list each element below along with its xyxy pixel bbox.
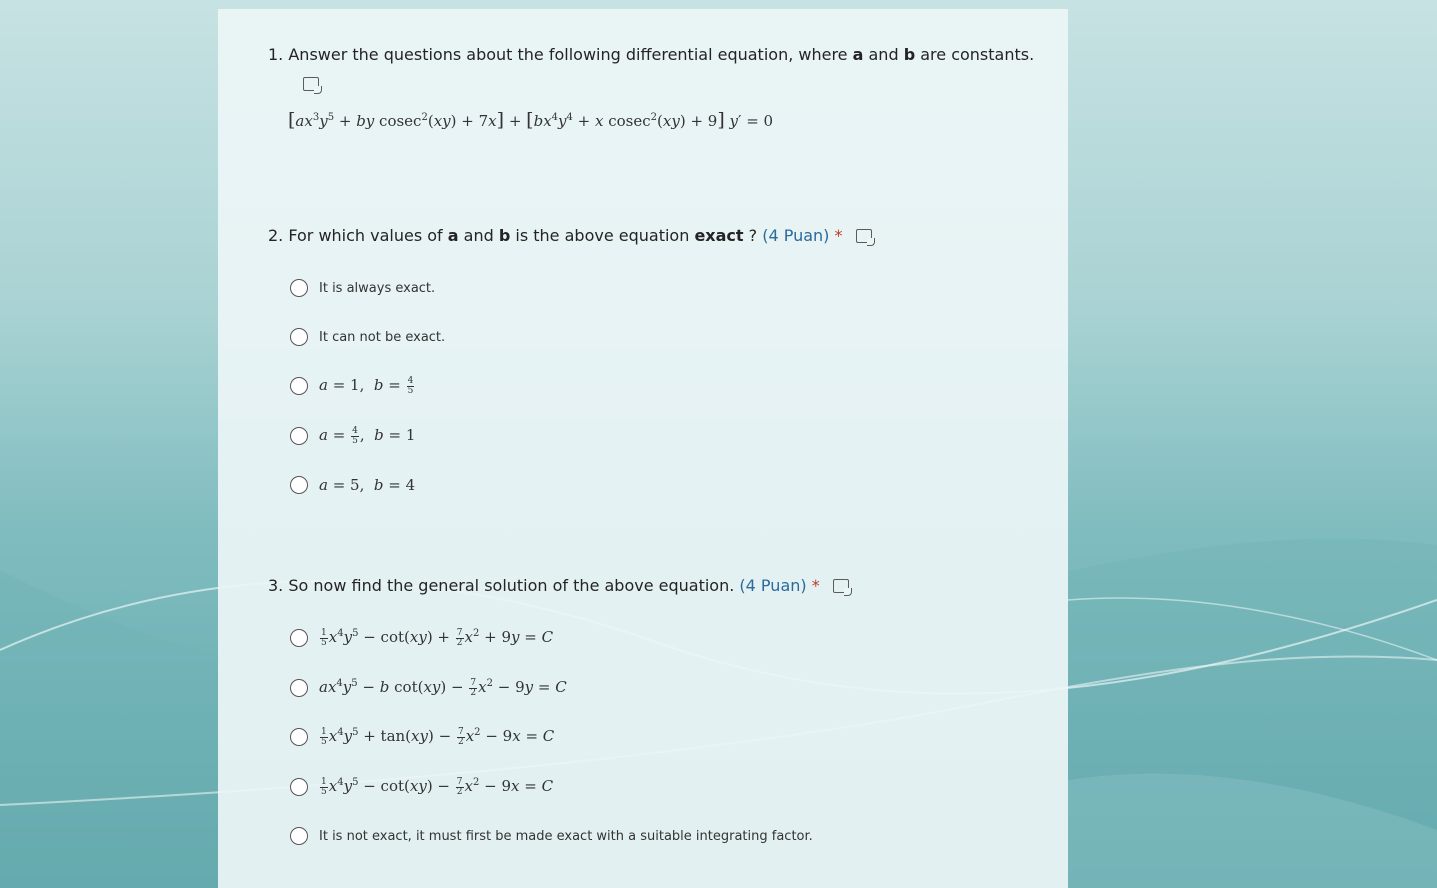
q2-option-2[interactable] (290, 326, 445, 348)
option-math: $\frac{1}{5}$ $x^4y^5 + \tan(xy)$ − $\frac{7}{2}$ $x^2 - 9x = C$ (321, 726, 555, 747)
immersive-reader-icon[interactable] (856, 229, 872, 243)
radio-button[interactable] (290, 778, 308, 796)
radio-button[interactable] (290, 279, 308, 297)
q3-option-2[interactable] (290, 677, 567, 699)
question-1-header (268, 44, 1034, 66)
immersive-reader-icon[interactable] (833, 579, 849, 593)
option-label: It is not exact, it must first be made exact with a suitable integrating factor. (319, 828, 813, 844)
q3-option-5[interactable] (290, 825, 813, 847)
question-1-number: 1. (268, 45, 284, 64)
required-asterisk: * (811, 576, 820, 595)
q2-option-5[interactable] (290, 474, 415, 496)
question-2-number: 2. (268, 226, 284, 245)
question-3-points: (4 Puan) (739, 576, 807, 595)
option-math: a = 5, b = 4 (319, 476, 416, 494)
radio-button[interactable] (290, 679, 308, 697)
question-2-points: (4 Puan) (762, 226, 830, 245)
option-math: a = 1, b = $\frac{4}{5}$ (319, 375, 414, 396)
immersive-reader-icon[interactable] (303, 77, 319, 91)
question-2-header (268, 225, 872, 247)
option-math: $\frac{1}{5}$ $x^4y^5 - \cot(xy)$ − $\frac{7}{2}$ $x^2 - 9x = C$ (321, 776, 554, 797)
question-3-header (268, 575, 849, 597)
q2-option-1[interactable] (290, 277, 435, 299)
radio-button[interactable] (290, 629, 308, 647)
question-2-text: For which values of a and b is the above equation exact ? (288, 226, 758, 245)
radio-button[interactable] (290, 427, 308, 445)
form-card (218, 9, 1068, 888)
radio-button[interactable] (290, 827, 308, 845)
option-label: It can not be exact. (319, 329, 446, 345)
question-3-text: So now find the general solution of the above equation. (288, 576, 735, 595)
q3-option-4[interactable] (290, 776, 553, 798)
q2-option-3[interactable] (290, 375, 415, 397)
question-3-number: 3. (268, 576, 284, 595)
radio-button[interactable] (290, 377, 308, 395)
option-math: a = $\frac{4}{5}$ , b = 1 (319, 425, 416, 446)
q3-option-3[interactable] (290, 726, 554, 748)
required-asterisk: * (834, 226, 843, 245)
q3-option-1[interactable] (290, 627, 553, 649)
radio-button[interactable] (290, 476, 308, 494)
question-1-text: Answer the questions about the following differential equation, where a and b are constants. (288, 45, 1035, 64)
question-1-equation: [$ax^3y^5$ + by $cosec^2(xy) + 7x] + [bx^4y^4 + x$ cosec$^2$(xy) + 9] y′ = 0 (288, 109, 774, 131)
option-label: It is always exact. (319, 280, 436, 296)
q2-option-4[interactable] (290, 425, 415, 447)
radio-button[interactable] (290, 328, 308, 346)
radio-button[interactable] (290, 728, 308, 746)
option-math: $ax^4y^5 - b$ cot(xy) − $\frac{7}{2}$ $x^2 - 9y = C$ (319, 677, 567, 698)
option-math: $\frac{1}{5}$ $x^4y^5 - \cot(xy)$ + $\frac{7}{2}$ $x^2 + 9y = C$ (321, 627, 554, 648)
